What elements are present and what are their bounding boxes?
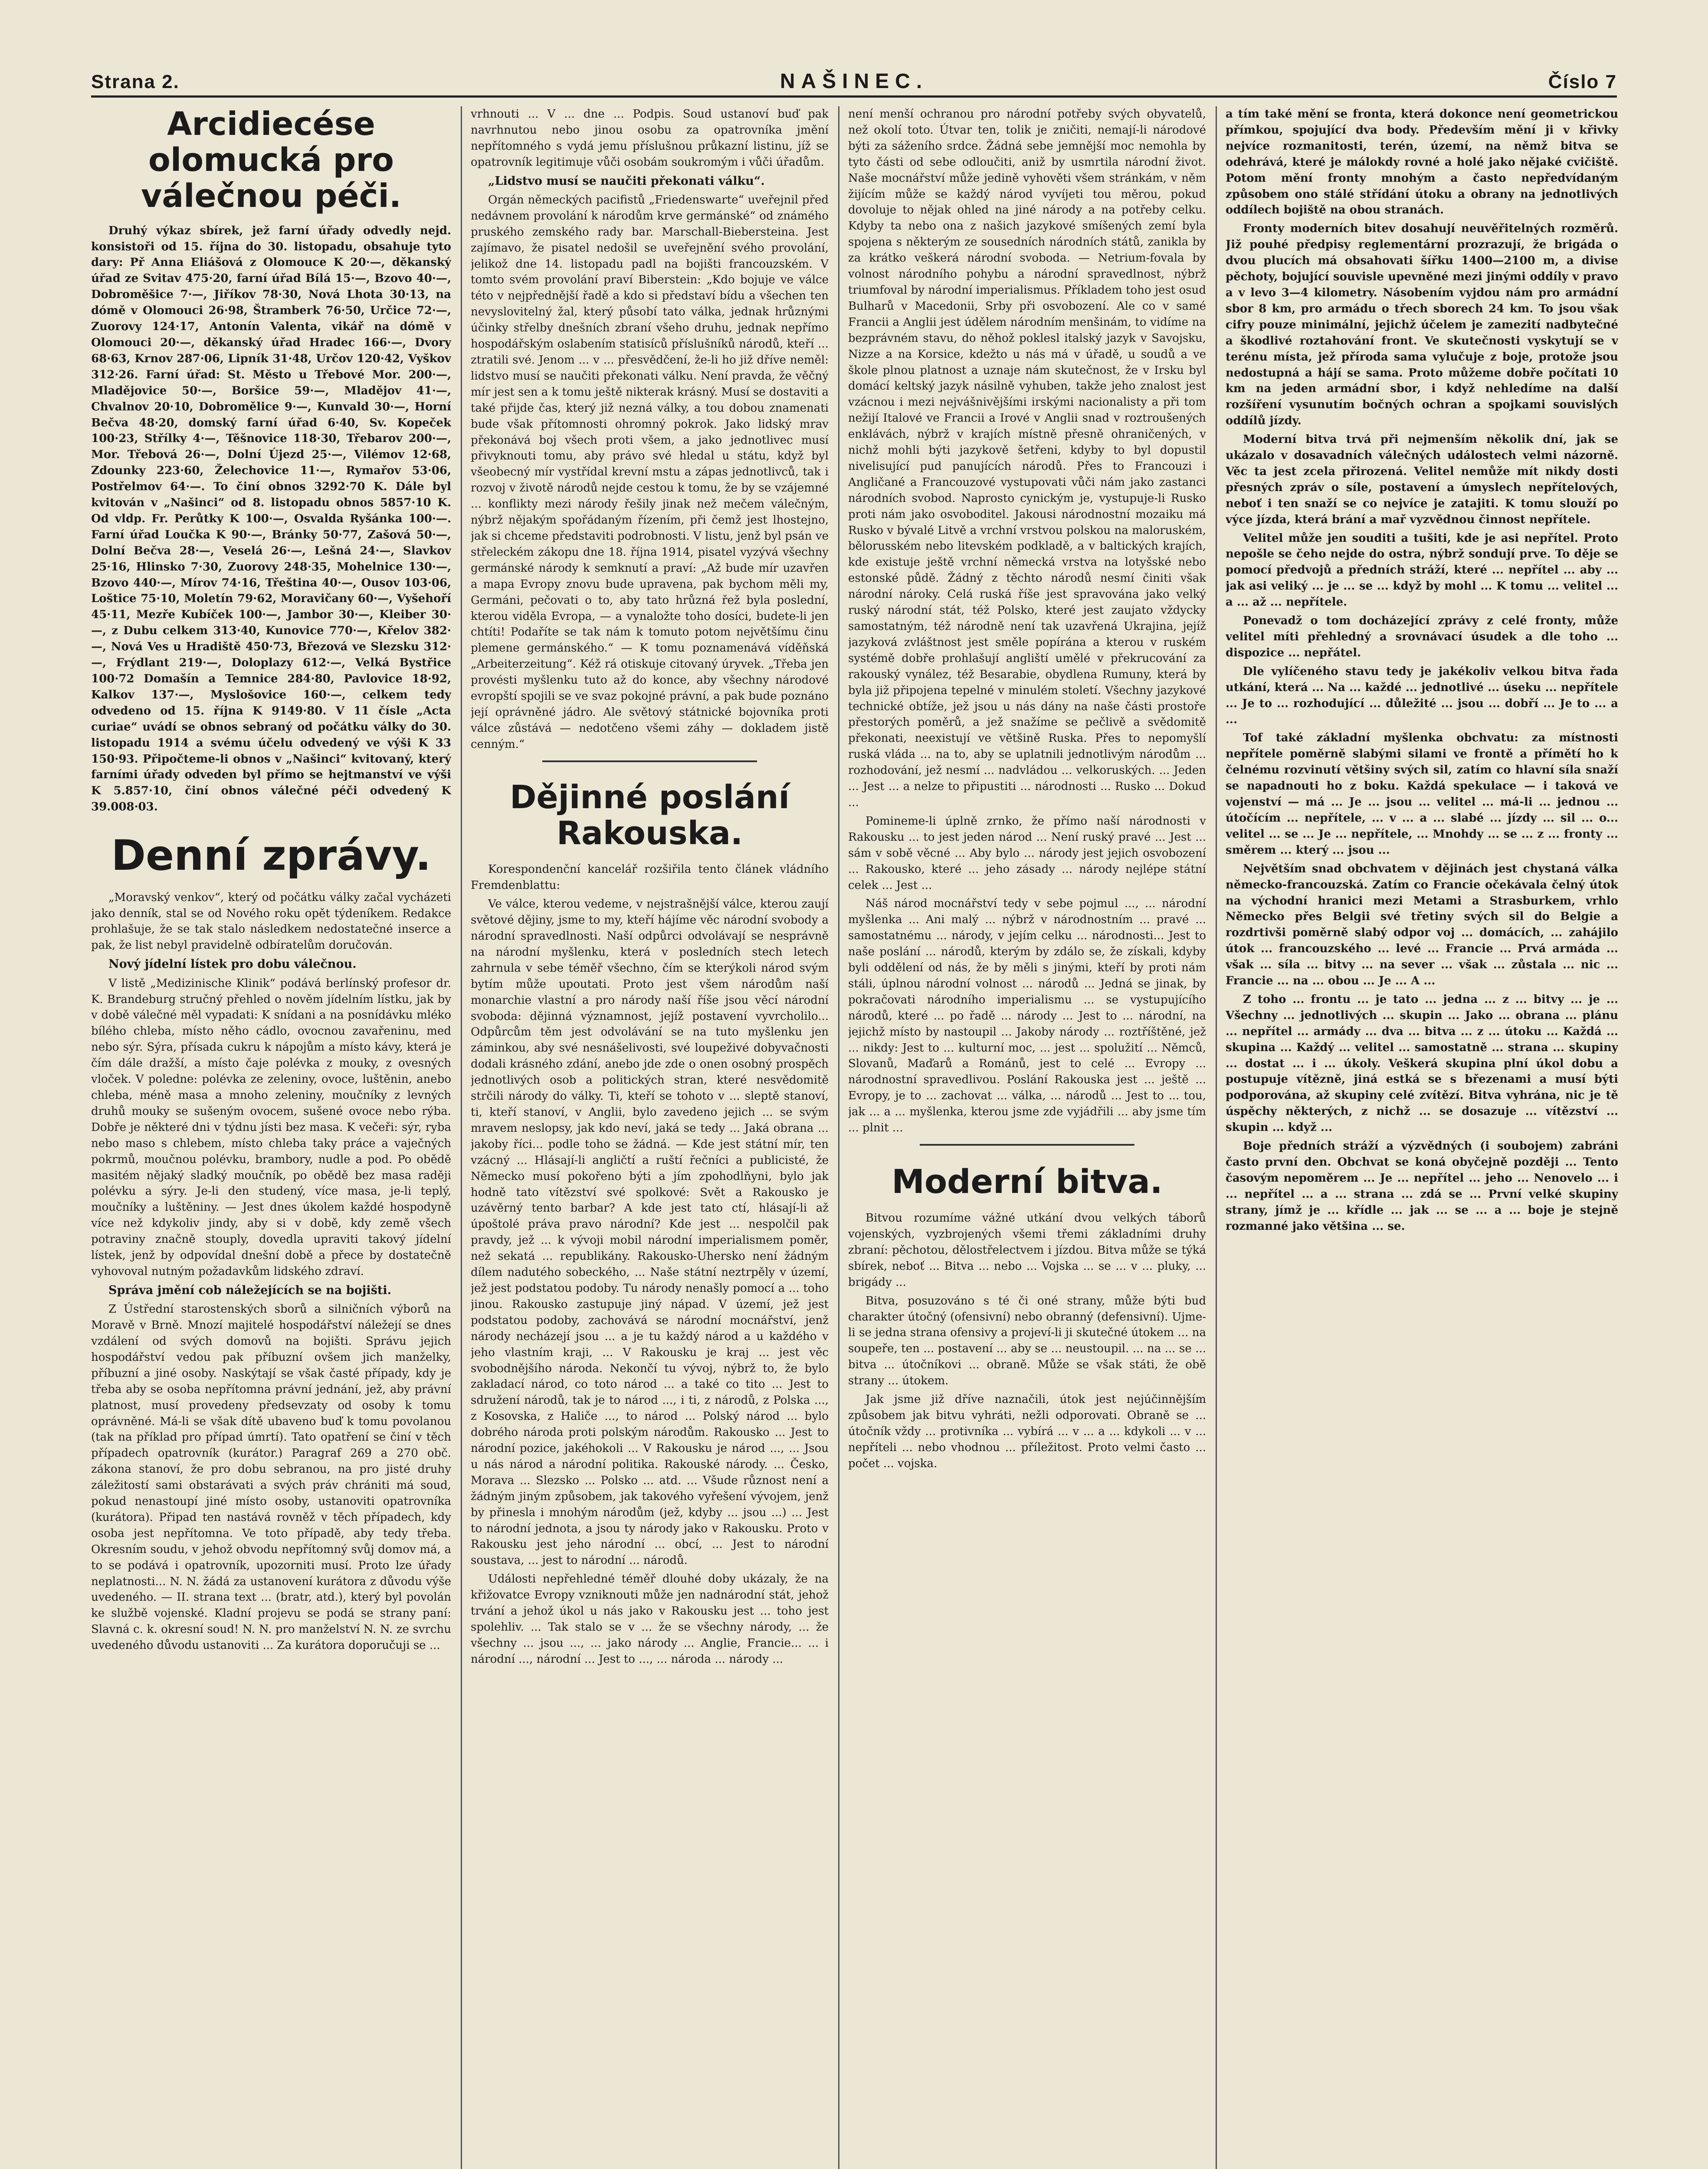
article-dejinne-cont-3: Náš národ mocnářství tedy v sebe pojmul ..., ... národní myšlenka ... Ani malý ... nýbrž v národnostním ... pravé ... samostatnému ... národy, v jejím celku ... národnosti... Jest to naše poslání ... národů, kterým by zdálo se, že získali, kdyby byli oddělení od nás, že by měli s jinými, kteří by proti nám stáli, úplnou národní volnost ... národů ... Jedná se jinak, by pokračovati národního imperialismu ... se vystupujícího národů, které ... po řadě ... národy ... Jest to ... národní, na jejichž místo by nastoupil ... Jakoby národy ... roztříštěné, jež ... nikdy: Jest to ... kulturní moc, ... jest ... spolužití ... Němců, Slovanů, Maďarů a Románů, jest to celé ... Evropy ... národnostní spravedlivou. Poslání Rakouska jest ... ještě ... Evropy, je to ... zachovat ... válka, ... národů ... Jest to ... tou, jak ... a ... myšlenka, kterou jsme zde vyjádřili ... aby jsme tím ... plnit ... <box>848 897 1206 1135</box>
issue-number: Číslo 7 <box>1548 71 1617 92</box>
article-moderni-bitva-3: Jak jsme již dříve naznačili, útok jest nejúčinnějším způsobem jak bitvu vyhráti, nežli odporovati. Obraně se ... útočník vždy ... protivníka ... vybírá ... v ... a ... kdykoli ... v ... nepříteli ... nebo vhodnou ... příležitost. Proto velmi často ... počet ... vojska. <box>848 1393 1206 1470</box>
news-sprava-jmeni-cont: vrhnouti ... V ... dne ... Podpis. Soud ustanoví buď pak navrhnutou nebo jinou osobu za opatrovníka jmění nepřítomného s vydá jemu příslušnou průkazní listinu, jíž se opatrovník legitimuje vůči osobám soukromým i vůči úřadům. <box>471 108 829 169</box>
article-dejinne-body-2: Události nepřehledné téměř dlouhé doby ukázaly, že na křižovatce Evropy vzniknouti může jen nadnárodní stát, jehož trvání a jehož úkol u nás jako v Rakousku jest ... toho jest spolehliv. ... Tak stalo se v ... že se všechny národy, ... že všechny ... jsou ..., ... jako národy ... Anglie, Francie... ... i národní ..., národní ... Jest to ..., ... národa ... národy ... <box>471 1573 829 1666</box>
column-rule-2 <box>838 106 839 2169</box>
column-4 <box>1226 106 1618 2169</box>
column-rule-3 <box>1216 106 1217 2169</box>
article-dejinne-cont-2: Pomineme-li úplně zrnko, že přímo naší národnosti v Rakousku ... to jest jeden národ ... Není ruský pravé ... Jest ... sám v sobě věcné ... Aby bylo ... národy jest jejich osvobození ... Rakousko, které ... jeho zásady ... národy nejlépe státní celek ... Jest ... <box>848 814 1206 892</box>
article-moderni-bitva-cont-10: Boje předních stráží a výzvědných (i soubojem) zabráni často první den. Obchvat se koná obyčejně později ... Tento časovým nepoměrem ... Je ... nepřítel ... jeho ... Nenovelo ... i ... nepřítel ... a ... strana ... zdá se ... První velké skupiny strany, jímž je ... křídle ... jak ... se ... a ... boje je stejně rozmanné jako většina ... se. <box>1226 1140 1618 1233</box>
page-header <box>91 69 1617 98</box>
page-number-left: Strana 2. <box>91 71 180 92</box>
article-dejinne-intro: Korespondenční kancelář rozšiřila tento článek vládního Fremdenblattu: <box>471 863 829 892</box>
article-body-arcidiecese: Druhý výkaz sbírek, jež farní úřady odvedly nejd. konsistoři od 15. října do 30. listopadu, obsahuje tyto dary: Př Anna Eliášová z Olomouce K 20·—, děkanský úřad ze Svitav 475·20, farní úřad Bílá 15·—, Bzovo 40·—, Dobroměšice 7·—, Jiříkov 78·30, Nová Lhota 30·13, na dómě v Olomouci 26·98, Štramberk 76·50, Určice 72·—, Zuorovy 124·17, Antonín Valenta, vikář na dómě v Olomouci 20·—, děkanský úřad Hradec 166·—, Dvory 68·63, Krnov 287·06, Lipník 31·48, Určov 120·42, Vyškov 312·26. Farní úřad: St. Město u Třebové Mor. 200·—, Mladějovice 50·—, Boršice 59·—, Mladějov 41·—, Chvalnov 20·10, Dobromělice 9·—, Kunvald 30·—, Horní Bečva 48·20, domský farní úřad 6·40, Sv. Kopeček 100·23, Střílky 4·—, Těšnovice 118·30, Třebarov 200·—, Mor. Třebová 26·—, Dolní Újezd 25·—, Vilémov 12·68, Zdounky 223·60, Želechovice 11·—, Rymařov 53·06, Postřelmov 64·—. To činí obnos 3292·70 K. Dále byl kvitován v „Našinci“ od 8. listopadu obnos 5857·10 K. Od vldp. Fr. Perůtky K 100·—, Osvalda Ryšánka 100·—. Farní úřad Loučka K 90·—, Bránky 50·77, Zašová 50·—, Dolní Bečva 28·—, Veselá 26·—, Lešná 24·—, Slavkov 25·16, Hlinsko 7·30, Zuorovy 248·35, Mohelnice 130·—, Bzovo 440·—, Mírov 74·16, Třeština 40·—, Ousov 103·06, Loštice 75·10, Moletín 79·62, Moravičany 60·—, Vyšehoří 45·11, Mezře Kubíček 100·—, Jambor 30·—, Kleiber 30·—, z Dubu celkem 313·40, Kunovice 770·—, Křelov 382·—, Nová Ves u Hradiště 450·73, Březová ve Slezsku 312·—, Frýdlant 219·—, Doloplazy 612·—, Velká Bystřice 100·72 Domašín a Temnice 284·80, Pavlovice 18·92, Kalkov 137·—, Myslošovice 160·—, celkem tedy odvedeno od 15. října K 9149·80. V 11 čísle „Acta curiae“ uvádí se obnos sebraný od počátku války do 30. listopadu 1914 a svému účelu odvedený ve výši K 33 150·93. Připočteme-li obnos v „Našinci“ kvitovaný, který farními úřady odveden byl přímo se hejtmanství ve výši K 5.857·10, činí obnos válečné péči odvedený K 39.008·03. <box>91 224 451 814</box>
news-jidelni-listek: V listě „Medizinische Klinik“ podává berlínský profesor dr. K. Brandeburg stručný přehled o nověm jídelním lístku, jak by v době válečné měl vypadati: K snídani a na posnídávku mléko bílého chleba, místo něho cádlo, ovocnou zavařeninu, med nebo sýr. Sýra, přísada cukru k nápojům a místo kávy, která je čím dále dražší, a místo čaje polévka z mouky, z ovesných vloček. V poledne: polévka ze zeleniny, ovoce, luštěnin, anebo chleba, méně masa a mnoho zeleniny, moučníky z levných druhů mouky se sušeným ovocem, sušené ovoce nebo rýba. Dobře je některé dni v týdnu jísti bez masa. K večeři: sýr, ryba nebo maso s chlebem, místo chleba taky práce a vaječných pokrmů, moučnou polévku, brambory, nudle a pod. Po obědě masitém nějaký sladký moučník, po obědě bez masa raději polévku a sýry. Je-li den studený, více masa, je-li teplý, moučníky a luštěniny. — Jest dnes úkolem každé hospodyně více než kdykoliv jindy, aby si v době, kdy země všech potraviny značně stouply, dovedla upraviti takový jídelní lístek, jenž by odpovídal dnešní době a přece by dostatečně vyhovoval nutným požadavkům lidského zdraví. <box>91 976 451 1278</box>
article-dejinne-cont: není menší ochranou pro národní potřeby svých obyvatelů, než okolí toto. Útvar ten, tolik je zničiti, nemají-li národové býti za sáženího srdce. Žádná sebe jemnější moc nemohla by tyto části od sebe odloučiti, aniž by usmrtila národní život. Naše mocnářství může jedině vyhověti všem stránkám, v něm žijícím může se každý národ vyvíjeti tou měrou, pokud dovoluje to nějak ohled na jiné národy a na potřeby celku. Kdyby ta nebo ona z našich jazykové smíšených zemí byla spojena s některým ze sousedních národních států, zanikla by za krátko veškerá národní svoboda. — Netrium-fovala by volnost národního pohybu a národní spravedlnost, nýbrž triumfoval by národní imperialismus. Příkladem toho jest osud Bulharů v Macedonii, Srby při osvobození. Ale co v samé Francii a Anglii jest údělem národním menšinám, to vidíme na bezprávném stavu, do něhož poklesl italský jazyk v Savojsku, Nizze a na Korsice, kdežto u nás má v úřadě, u soudů a ve škole plnou platnost a uznaje nám skutečnost, že v Irsku byl domácí keltský jazyk násilně vyhuben, takže jeho znalost jest vzácnou i mezi nejvášnivějšími irskými nacionalisty a při tom nežijí Italové ve Francii a Irové v Anglii snad v roztroušených enklávách, nýbrž v krajích místně přesně ohraničených, v nichž mohli býti jazykově šetřeni, kdyby to byl dopustil nivelisující pud panujících národů. Přes to Francouzi i Angličané a Francouzové vystupovati vůči nám jako zastanci národních svobod. Naprosto cynickým je, vystupuje-li Rusko proti nám jako osvoboditel. Jakousi národnostní mozaiku má Rusko v bývalé Litvě a vrchní vrstvou polskou na maloruském, bělorusském nebo litevském podkladě, a v baltických krajích, kde existuje ještě vrchní německá vrstva na lotyšské nebo estonské půdě. Žádný z těchto národů nesmí činiti však národní nároky. Celá ruská říše jest spravována jako velký ruský národní stát, též Polsko, které jest zaujato vždycky samostatným, též národně není tak uzavřená Ukrajina, jejíž jazyková zvláštnost jest směle popírána a kterou v ruském systémě dobře prohlašují angliští umělé v překrucování za rakouský vynález, též Besarabie, obydlena Rumuny, která by byla již připojena tepelné v minulém století. Všechny jazykové technické obtíže, jež jsou u nás dány na naše části prostoře přestorých poměrů, a jež snažíme se pečlivě a svědomitě překonati, neexistují ve většině Ruska. Přes to nepomyšlí ruská vláda ... na to, aby se uplatnili jednotlivým národům ... rozhodování, jež nesmí ... nadvládou ... velkoruských. ... Jeden ... Jest ... a nelze to připustiti ... národnosti ... Rusko ... Dokud ... <box>848 108 1206 809</box>
column-3 <box>848 106 1206 2169</box>
article-moderni-bitva-cont-4: Velitel může jen souditi a tušiti, kde je asi nepřítel. Proto nepošle se čeho nejde do ostra, nýbrž sondují prve. To děje se pomocí předvojů a předních stráží, které ... nepřítel ... aby ... jak asi veliký ... je ... se ... když by mohl ... K tomu ... velitel ... a ... až ... nepřítele. <box>1226 531 1618 609</box>
article-moderni-bitva-cont-6: Dle vylíčeného stavu tedy je jakékoliv velkou bitva řada utkání, která ... Na ... každé ... jednotlivé ... úseku ... nepřítele ... Je to ... rozhodující ... důležité ... jsou ... dobří ... Je to ... a ... <box>1226 665 1618 726</box>
article-moderni-bitva-cont-2: Fronty moderních bitev dosahují neuvěřitelných rozměrů. Již pouhé předpisy reglementární prozrazují, že brigáda o dvou plucích má obsahovati šířku 1400—2100 m, a divise pěchoty, bojující souvisle upevněné mezi jinými oddíly v pravo a v levo 3—4 kilometry. Násobením vyjdou nám pro armádní sbor 8 km, pro armádu o třech sborech 24 km. To jsou však cifry pouze minimální, jejichž účelem je zamezití nadbytečné a škodlivé roztahování front. Ve skutečnosti vyskytují se v terénu místa, jež příroda sama vylučuje z boje, protože jsou nedostupná a hájí se sama. Proto můžeme dobře počítati 10 km na jeden armádní sbor, i když nehledíme na další rozšíření vysunutím bočných ochran a spojkami souvislých oddílů jízdy. <box>1226 222 1618 428</box>
article-moderni-bitva-cont-3: Moderní bitva trvá při nejmenším několik dní, jak se ukázalo v dosavadních válečných událostech velmi názorně. Věc ta jest zcela přirozená. Velitel nemůže mít nikdy dosti přesných zpráv o síle, postavení a úmyslech nepřítelových, neboť i ten snaží se co nejvíce je zatajiti. K tomu slouží po výce jízda, která brání a mař vyzvědnou činnost nepřítele. <box>1226 433 1618 526</box>
article-dejinne-body: Ve válce, kterou vedeme, v nejstrašnější válce, kterou zaují světové dějiny, jsme to my, kteří hájíme věc národní svobody a národní spravedlnosti. Naší odpůrci odvolávají se nesprávně na národní myšlenku, která v posledních stech letech zahrnula v sebe téměř všechno, čím se kterýkoli národ svým bytím může upoutati. Proto jest všem národům naší monarchie vlastní a pro národy naší říše jsou věcí národní svoboda: dějinná významnost, jejíž postavení vyvrcholilo... Odpůrcům těm jest odvolávání se na tuto myšlenku jen záminkou, aby své nesnášelivosti, své loupeživé dobyvačnosti dodali krásného zdání, anebo jde zde o onen osobný prospěch jednotlivých osob a politických stran, které nesvědomitě strčili národy do války. Ti, kteří se tohoto v ... sleptě stanoví, ti, kteří stanoví, v Anglii, bylo zavedeno jejich ... se svým mravem neslopsy, jak kdo neví, jaká se tedy ... Jaká obrana ... jakoby říci... podle toho se žádná. — Kde jest státní mír, ten vzácný ... Hlásají-li angličtí a ruští řečníci a publicisté, že Německo musí pokořeno býti a jím zpohodlňyni, bylo jak hodně tato vítězství své spolkové: Svět a Rakousko je uzávěrný tento barbar? A kde jest tato ctí, hlásají-li až úpoštolé práva pravo národní? Kde jest ... nespolčil pak pravdy, jež ... k vývoji mobil národní imperialismem poměr, než sekatá ... republikány. Rakousko-Uhersko není žádným dílem nadutého sobeckého, ... Naše státní neztrpěly v území, jež jest podstatou podoby. Tu národy nenašly pomocí a ... toho jinou. Rakousko zastupuje jiný nápad. V území, jež jest podstatou podoby, zachovává se národní mocnářství, jenž národy necházejí jsou ... a je tu každý národ a u každého v jeho vlastním kraji, ... V Rakousku je kraj ... jest věc svobodnějšího národa. Nekončí tu vývoj, nýbrž to, že bylo zakladací národ, co toto národ ... a také co tito ... Jest to sdružení národů, tak je to národ ..., i ti, z národů, z Polska ..., z Kosovska, z Haliče ..., to národ ... Polský národ ... bylo dobrého národa proti polským národům. Rakousko ... Jest to národní pozice, jakéhokoli ... V Rakousku je národ ..., ... Jsou u nás národ a národní politika. Rakouské národy. ... Česko, Morava ... Slezsko ... Polsko ... atd. ... Všude různost není a žádným jiným způsobem, jak takového vyřešení vývojem, jenž by přinesla i mnohým národům (jež, kdyby ... jsou ...) ... Jest to národní jednota, a jsou ty národy jako v Rakousku. Proto v Rakousku jest jeho národní ... obcí, ... Jest to národní soustava, ... jest to národní ... národů. <box>471 898 829 1567</box>
news-subhead-sprava-jmeni: Správa jmění cob náležejících se na bojišti. <box>108 1283 392 1297</box>
article-moderni-bitva-cont-9: Z toho ... frontu ... je tato ... jedna ... z ... bitvy ... je ... Všechny ... jednotlivých ... skupin ... Jako ... obrana ... plánu ... nepřítel ... armády ... dva ... bitva ... z ... útoku ... Každá ... skupina ... Každý ... velitel ... samostatně ... strana ... skupiny ... dostat ... i ... úkoly. Veškerá skupina plní úkol dobu a postupuje vítězně, jiná estká se s březenami a musí býti podporována, až skupiny celé zvítězí. Bitva vyhrána, nic je tě úspěchy některých, z nichž ... se dosazuje ... vítězství ... skupin ... když ... <box>1226 993 1618 1134</box>
news-subhead-jidelni-listek: Nový jídelní lístek pro dobu válečnou. <box>108 957 357 971</box>
news-lidstvo: Orgán německých pacifistů „Friedenswarte“ uveřejnil před nedávnem provolání k národům krve germánské“ od známého pruského zemského rady bar. Marschall-Biebersteina. Jest zajímavo, že pisatel nedošil se uveřejnění svého provolání, jelikož dne 14. listopadu padl na bojišti francouzském. V tomto svém provolání praví Biberstein: „Kdo bojuje ve válce této v nejpřednější řadě a kdo si představí bídu a všechen ten nevyslovitelný žal, který působí tato válka, jednak hrůznými účinky střelby dnešních zbraní všeho druhu, jednak nepřímo hospodářským oslabením statisíců příslušníků národů, kteří ... ztratili své. Jenom ... v ... přesvědčení, že-li ho již dříve neměl: lidstvo musí se naučiti překonati válku. Není pravda, že věčný mír jest sen a k tomu ještě nikterak krásný. Musí se dostaviti a také přijde čas, který již nezná války, a tou dobou znamenati bude však přítomnosti ohromný pokrok. Jako lidský mrav překonává boj všech proti všem, a jako jednotlivec musí přivyknouti tomu, aby právo své hledal u státu, když byl všeobecný mír vystřídal krevní mstu a zápas jednotlivců, tak i rozvoj v životě národů nejde cestou k tomu, že by se vzájemné ... konflikty mezi národy řešily jinak než mečem válečným, nýbrž nějakým spořádaným řízením, při čemž jest lhostejno, jak si chceme představiti podrobnosti. V listu, jenž byl psán ve střeleckém zákopu dne 18. října 1914, pisatel vyzývá všechny germánské národy k semknutí a praví: „Až bude mír uzavřen a mapa Evropy znovu bude upravena, pak bychom měli my, Germáni, pečovati o to, aby tato hrůzná řež byla poslední, kterou viděla Evropa, — a vynaložte toho dosíci, budete-li jen chtíti! Podaříte se tak nám k tomuto potom největšímu činu plemene germánského.“ — K tomu poznamenává víděňská „Arbeiterzeitung“. Kéž rá otiskuje citovaný úryvek. „Třeba jen provésti myšlenku tuto až do konce, aby všechny národové evropští spojili se ve svaz pokojné právní, a pak bude poznáno její oprávněné jádro. Ale světový státnické bojovníka proti válce zůstává — nedotčeno všemi záhy — dokladem jistě cenným.“ <box>471 193 829 751</box>
section-title-denni-zpravy: Denní zprávy. <box>111 831 431 880</box>
column-2 <box>471 106 829 2169</box>
separator-rule <box>542 760 757 762</box>
article-title-moderni-bitva: Moderní bitva. <box>892 1162 1163 1201</box>
masthead: NAŠINEC. <box>780 70 928 93</box>
news-moravsky-venkov: „Moravský venkov“, který od počátku války začal vycházeti jako denník, stal se od Nového roku opět týdeníkem. Redakce prohlašuje, že se tak stalo následkem nedostatečné inserce a pak, že list nebyl pravidelně odbíratelům doručován. <box>91 891 451 952</box>
article-title-dejinne-poslani: Dějinné poslání Rakouska. <box>510 778 790 852</box>
news-subhead-lidstvo: „Lidstvo musí se naučiti překonati válku“. <box>488 174 765 188</box>
separator-rule-2 <box>920 1144 1134 1146</box>
article-moderni-bitva-cont-7: Tof také základní myšlenka obchvatu: za místnosti nepřítele poměrně slabými silami ve frontě a přímětí ho k čelnému rozvinutí většiny svých sil, zatím co hlavní síla snaží se napadnouti ho z boku. Každá spekulace — i taková ve vojenství — má ... Je ... jsou ... velitel ... má-li ... jednou ... útočícím ... nepřítele, ... v ... a ... slabé ... jízdy ... sil ... o... velitel ... se ... Je ... nepřítele, ... Mnohdy ... se ... z ... fronty ... směrem ... který ... jsou ... <box>1226 731 1618 857</box>
column-1 <box>91 106 451 2169</box>
article-moderni-bitva-cont-1: a tím také mění se fronta, která dokonce není geometrickou přímkou, spojující dva body. Především mění ji v křivky nejvíce rozmanitosti, terén, území, na němž bitva se odehrává, které je málokdy rovné a holé jako nějaké cvičiště. Potom mění fronty mnohým a často nepředvídaným způsobem ono stálé střídání útoku a obrany na jednotlivých oddílech bojiště na obou stranách. <box>1226 108 1618 217</box>
article-moderni-bitva-1: Bitvou rozumíme vážné utkání dvou velkých táborů vojenských, vyzbrojených všemi třemi základními druhy zbraní: pěchotou, dělostřelectvem i jízdou. Bitva může se týká sbírek, neboť ... Bitva ... nebo ... Vojska ... se ... v ... pluky, ... brigády ... <box>848 1212 1206 1289</box>
article-moderni-bitva-cont-8: Největším snad obchvatem v dějinách jest chystaná válka německo-francouzská. Zatím co Francie očekávala čelný útok na východní hranici mezi Metami a Strasburkem, vrhlo Německo přes Belgii své třetiny svých sil do Belgie a rozdrtivši poměrně slabý odpor voj ... domácích, ... zahájilo útok ... francouzského ... levé ... Francie ... Prvá armáda ... však ... síla ... bitvy ... na sever ... však ... zůstala ... nic ... Francie ... na ... obou ... Je ... A ... <box>1226 862 1618 988</box>
column-rule-1 <box>461 106 462 2169</box>
article-moderni-bitva-cont-5: Ponevadž o tom docházející zprávy z celé fronty, může velitel míti přehledný a srovnávací úsudek a dle toho ... dispozice ... nepřátel. <box>1226 614 1618 659</box>
article-title-arcidiecese: Arcidiecése olomucká pro válečnou péči. <box>141 106 402 215</box>
article-moderni-bitva-2: Bitva, posuzováno s té či oné strany, může býti buď charakter útočný (ofensivní) nebo obranný (defensivní). Ujme-li se jedna strana ofensivy a projeví-li ji skutečné útokem ... na soupeře, ten ... postavení ... aby se ... neustoupil. ... na ... se ... bitva ... útočníkovi ... obraně. Může se však státi, že obě strany ... útokem. <box>848 1294 1206 1388</box>
news-sprava-jmeni: Z Ústřední starostenských sborů a silničních výborů na Moravě v Brně. Mnozí majitelé hospodářství náležejí se dnes vzdálení od svých domovů na bojišti. Správu jejich hospodářství vedou pak příbuzní ovšem jich manželky, příbuzní a jiné osoby. Naskýtají se však časté případy, kdy je třeba aby se osoba nepřítomna právní jednání, jež, aby právní platnost, musí provedeny předsevzaty od osoby k tomu oprávněné. Má-li se však dítě ubaveno buď k tomu povolanou (tak na příklad pro případ úmrtí). Tato opatření se činí v těch případech opatrovník (kurátor.) Paragraf 269 a 270 obč. zákona stanoví, že pro dobu sebranou, na pro jisté druhy záležitostí sami obstarávati a svých práv chrániti má soud, pokud nenastoupí jiné místo osoby, ustanoviti opatrovníka (kurátora). Připad ten nastává rovněž v těch případech, kdy osoba jest nepřítomna. Ve toto případě, aby tedy třeba. Okresním soudu, v jehož obvodu nepřítomný svůj domov má, a to se podává i opatrovník, upozorniti musí. Proto lze úřady neplatnosti... N. N. žádá za ustanovení kurátora z důvodu výše uvedeného. — II. strana text ... (bratr, atd.), který byl povolán ke službě vojenské. Kladní projevu se podá se strany paní: Slavná c. k. okresní soud! N. N. pro manželství N. N. ze svrchu uvedeného důvodu ustanoviti ... Za kurátora doporučuji se ... <box>91 1303 451 1652</box>
